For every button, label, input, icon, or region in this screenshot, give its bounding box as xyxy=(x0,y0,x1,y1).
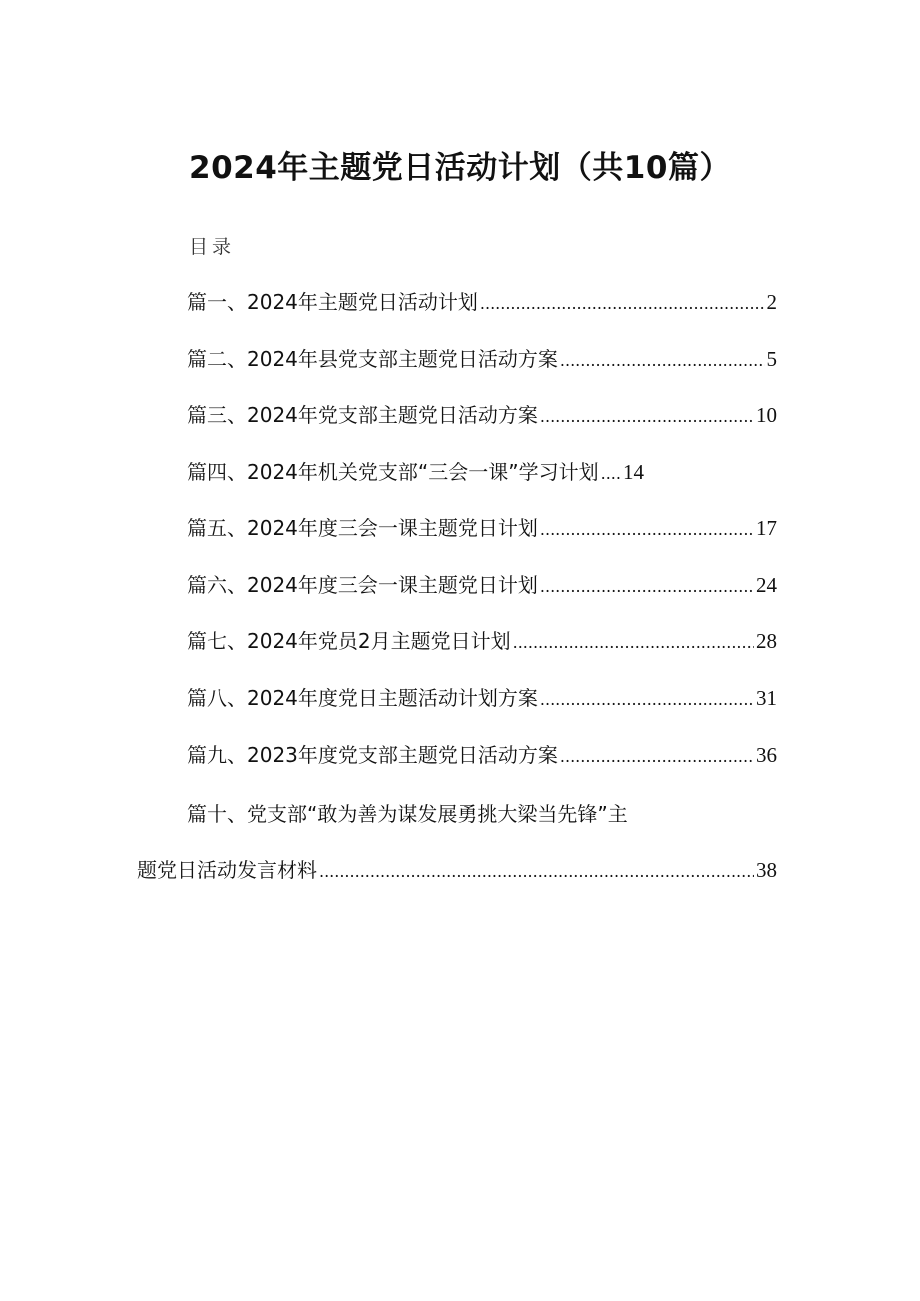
document-title: 2024年主题党日活动计划（共10篇） xyxy=(189,150,731,186)
toc-entry-label: 篇二、2024年县党支部主题党日活动方案 xyxy=(187,347,558,371)
toc-page-number: 36 xyxy=(756,743,777,767)
toc-page-number: 2 xyxy=(766,290,777,314)
toc-leader-dots xyxy=(540,683,754,717)
toc-entry-label: 篇八、2024年度党日主题活动计划方案 xyxy=(187,686,538,710)
toc-entry[interactable] xyxy=(187,511,777,545)
toc-entry-label-line1: 篇十、党支部“敢为善为谋发展勇挑大梁当先锋”主 xyxy=(187,802,628,826)
toc-entry-label: 篇五、2024年度三会一课主题党日计划 xyxy=(187,516,538,540)
toc-entry-label-line2-row xyxy=(137,853,777,887)
toc-leader-dots xyxy=(480,287,765,321)
toc-page-number: 28 xyxy=(756,629,777,653)
toc-leader-dots xyxy=(540,513,754,547)
toc-page-number: 14 xyxy=(622,460,644,484)
toc-page-number: 38 xyxy=(756,858,777,882)
toc-page-number: 10 xyxy=(756,403,777,427)
toc-entry[interactable] xyxy=(187,568,777,602)
toc-page-number: 5 xyxy=(766,347,777,371)
toc-page-number: 31 xyxy=(756,686,777,710)
toc-entry-label: 篇三、2024年党支部主题党日活动方案 xyxy=(187,403,538,427)
toc-entry-label: 篇九、2023年度党支部主题党日活动方案 xyxy=(187,743,558,767)
toc-entry-label: 篇七、2024年党员2月主题党日计划 xyxy=(187,629,511,653)
toc-leader-dots xyxy=(513,626,754,660)
toc-page-number: 17 xyxy=(756,516,777,540)
toc-leader-dots xyxy=(601,457,621,491)
toc-entry[interactable] xyxy=(187,342,777,376)
toc-entry-label-line2: 题党日活动发言材料 xyxy=(137,858,317,882)
toc-leader-dots xyxy=(560,740,754,774)
toc-leader-dots xyxy=(540,400,754,434)
toc-entry-label: 篇一、2024年主题党日活动计划 xyxy=(187,290,478,314)
toc-entry[interactable] xyxy=(187,738,777,772)
toc-entry[interactable] xyxy=(187,681,777,715)
toc-entry[interactable] xyxy=(187,398,777,432)
toc-leader-dots xyxy=(560,344,765,378)
toc-entry[interactable] xyxy=(187,455,644,489)
toc-leader-dots xyxy=(319,855,754,889)
toc-leader-dots xyxy=(540,570,754,604)
toc-page-number: 24 xyxy=(756,573,777,597)
toc-entry-label: 篇六、2024年度三会一课主题党日计划 xyxy=(187,573,538,597)
toc-entry[interactable] xyxy=(187,285,777,319)
toc-heading: 目录 xyxy=(189,236,236,258)
toc-entry[interactable] xyxy=(187,624,777,658)
toc-entry-label: 篇四、2024年机关党支部“三会一课”学习计划 xyxy=(187,460,599,484)
